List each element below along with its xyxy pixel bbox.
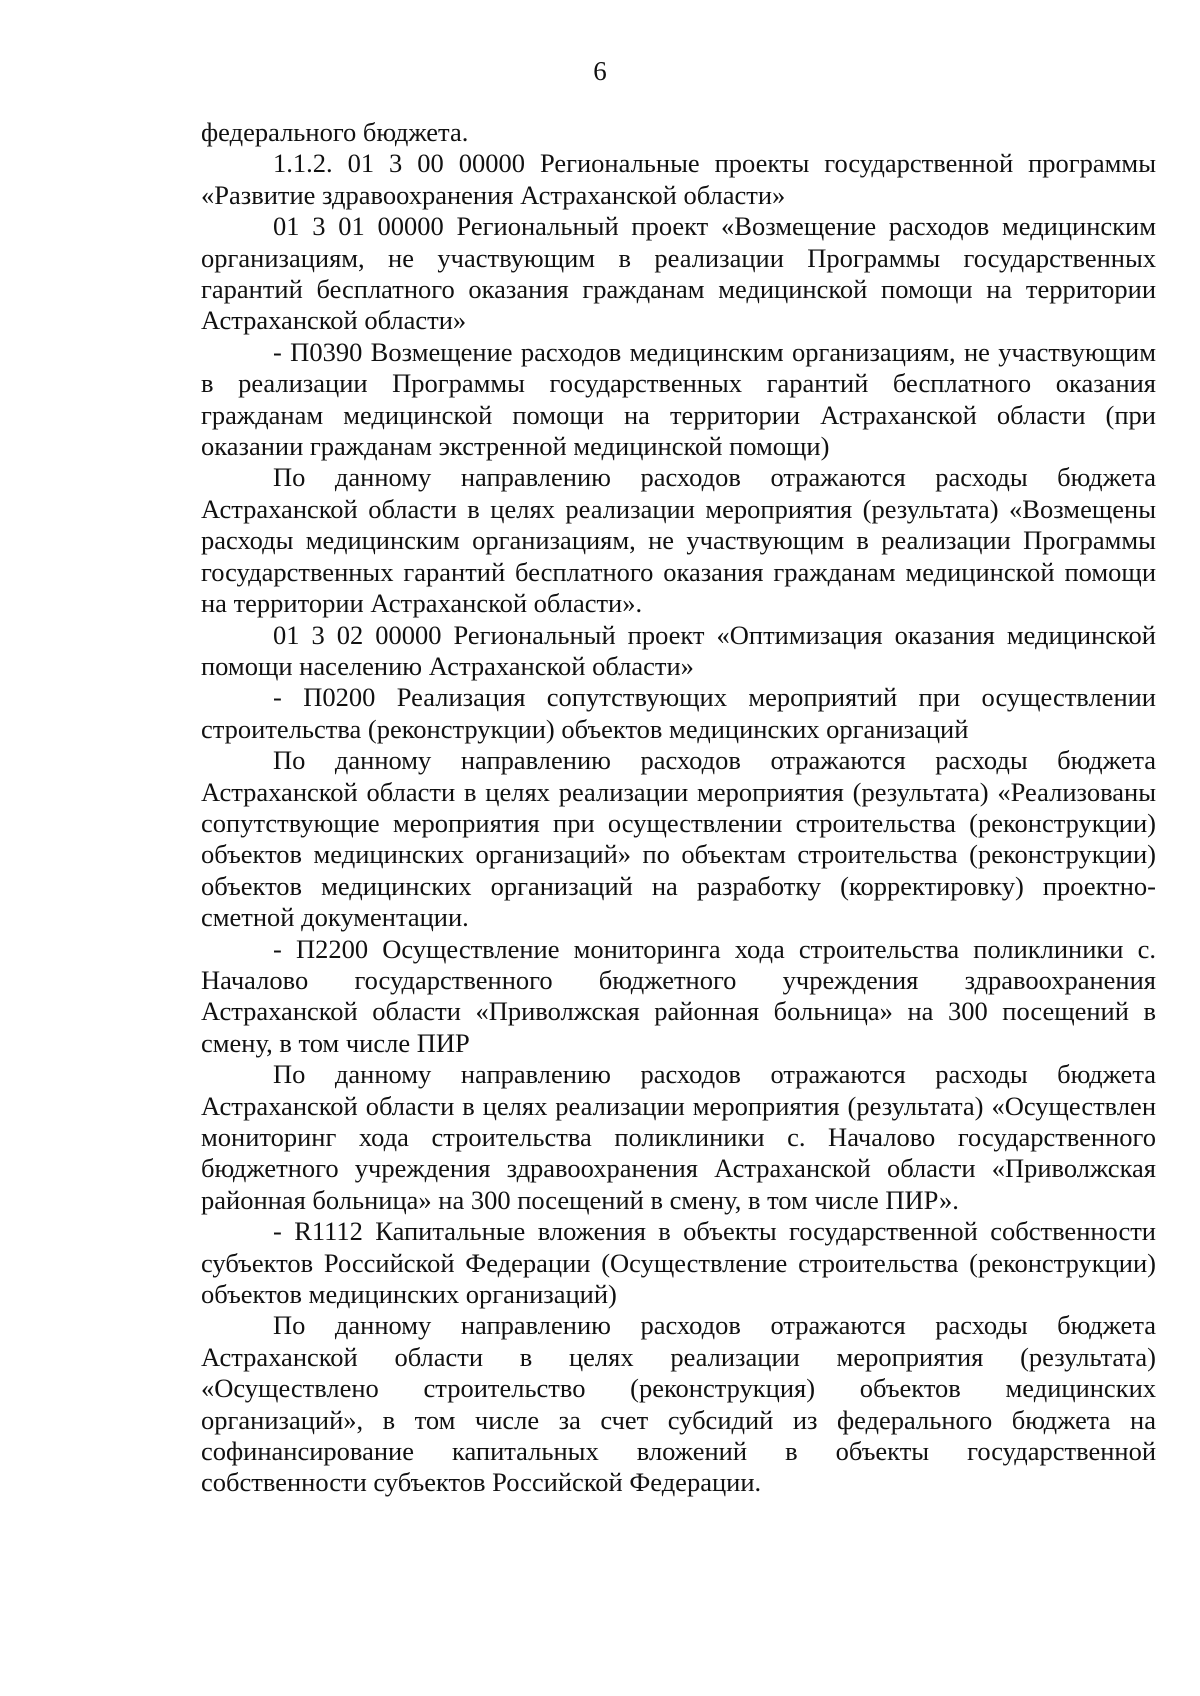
document-body [201, 117, 1156, 1499]
paragraph: - R1112 Капитальные вложения в объекты государственной собственности субъектов Российской Федерации (Осуществление строительства (реконструкции) объектов медицинских организаций) [201, 1216, 1156, 1310]
page-number: 6 [593, 56, 607, 86]
paragraph: - П2200 Осуществление мониторинга хода строительства поликлиники с. Началово государственного бюджетного учреждения здравоохранения Астраханской области «Приволжская районная больница» на 300 посещений в смену, в том числе ПИР [201, 933, 1156, 1058]
paragraph: федерального бюджета. [201, 117, 469, 147]
paragraph: - П0390 Возмещение расходов медицинским организациям, не участвующим в реализации Программы государственных гарантий бесплатного оказания гражданам медицинской помощи на территории Астраханской области (при оказании гражданам экстренной медицинской помощи) [201, 336, 1156, 462]
paragraph: По данному направлению расходов отражаются расходы бюджета Астраханской области в целях реализации мероприятия (результата) «Возмещены расходы медицинским организациям, не участвующим в реализации Программы государственных гарантий бесплатного оказания гражданам медицинской помощи на территории Астраханской области». [201, 462, 1156, 619]
paragraph: По данному направлению расходов отражаются расходы бюджета Астраханской области в целях реализации мероприятия (результата) «Реализованы сопутствующие мероприятия при осуществлении строительства (реконструкции) объектов медицинских организаций» по объектам строительства (реконструкции) объектов медицинских организаций на разработку (корректировку) проектно-сметной документации. [201, 745, 1156, 933]
paragraph: 01 3 02 00000 Региональный проект «Оптимизация оказания медицинской помощи населению Астраханской области» [201, 619, 1156, 681]
paragraph: По данному направлению расходов отражаются расходы бюджета Астраханской области в целях реализации мероприятия (результата) «Осуществлено строительство (реконструкция) объектов медицинских организаций», в том числе за счет субсидий из федерального бюджета на софинансирование капитальных вложений в объекты государственной собственности субъектов Российской Федерации. [201, 1310, 1156, 1498]
paragraph: 01 3 01 00000 Региональный проект «Возмещение расходов медицинским организациям, не участвующим в реализации Программы государственных гарантий бесплатного оказания гражданам медицинской помощи на территории Астраханской области» [201, 211, 1156, 336]
paragraph: По данному направлению расходов отражаются расходы бюджета Астраханской области в целях реализации мероприятия (результата) «Осуществлен мониторинг хода строительства поликлиники с. Началово государственного бюджетного учреждения здравоохранения Астраханской области «Приволжская районная больница» на 300 посещений в смену, в том числе ПИР». [201, 1059, 1156, 1215]
paragraph: 1.1.2. 01 3 00 00000 Региональные проекты государственной программы «Развитие здравоохранения Астраханской области» [201, 148, 1156, 210]
paragraph: - П0200 Реализация сопутствующих мероприятий при осуществлении строительства (реконструкции) объектов медицинских организаций [201, 682, 1156, 744]
